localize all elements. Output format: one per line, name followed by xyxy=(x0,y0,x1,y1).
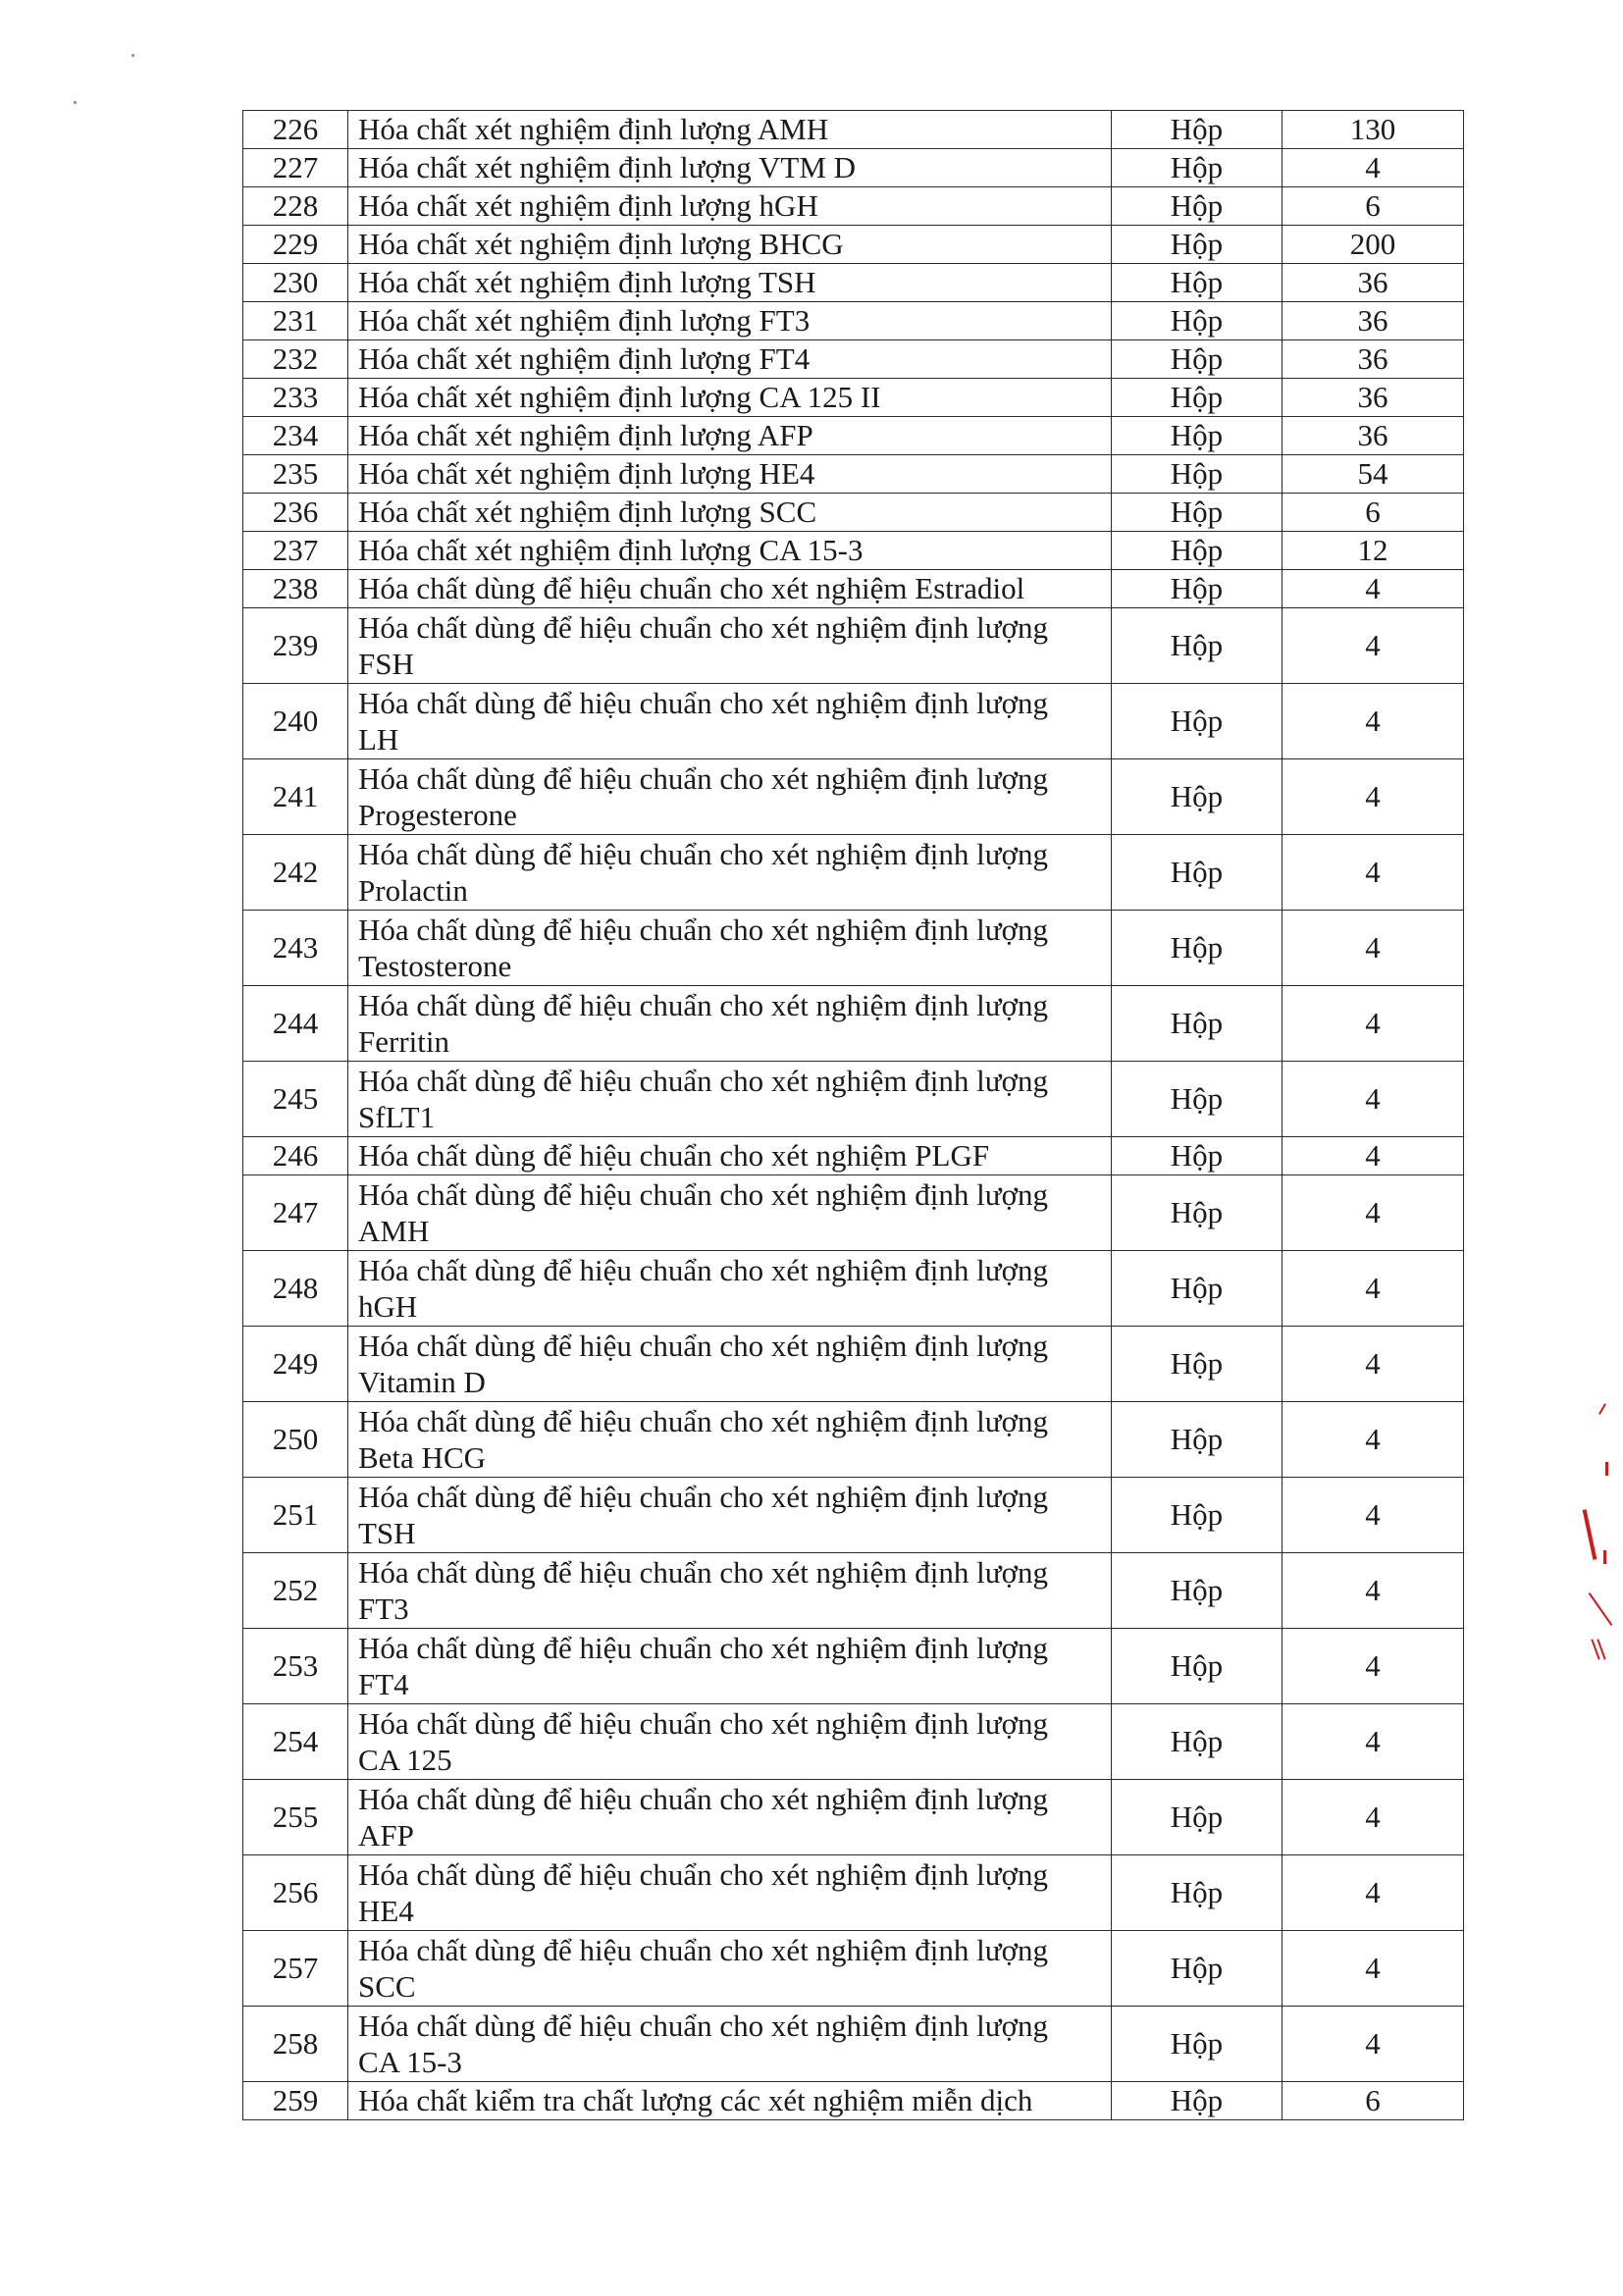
row-number: 249 xyxy=(243,1327,348,1402)
table-row xyxy=(243,570,1464,608)
item-unit: Hộp xyxy=(1112,264,1283,302)
table-row xyxy=(243,759,1464,835)
item-unit: Hộp xyxy=(1112,759,1283,835)
item-quantity: 130 xyxy=(1283,111,1464,149)
item-name-line: hGH xyxy=(358,1289,418,1324)
item-name-line: Hóa chất xét nghiệm định lượng AMH xyxy=(358,112,829,146)
item-unit: Hộp xyxy=(1112,1175,1283,1251)
row-number: 245 xyxy=(243,1062,348,1137)
item-quantity: 4 xyxy=(1283,1780,1464,1855)
table-row xyxy=(243,417,1464,455)
row-number: 254 xyxy=(243,1704,348,1780)
item-quantity: 4 xyxy=(1283,1855,1464,1931)
table-row xyxy=(243,2082,1464,2120)
item-name-line: Prolactin xyxy=(358,873,468,908)
table-row xyxy=(243,835,1464,911)
supplies-table xyxy=(242,110,1464,2120)
item-name-line: FT4 xyxy=(358,1667,409,1701)
item-unit: Hộp xyxy=(1112,835,1283,911)
item-unit: Hộp xyxy=(1112,570,1283,608)
row-number: 244 xyxy=(243,986,348,1062)
item-name-line: Hóa chất dùng để hiệu chuẩn cho xét nghiệm định lượng xyxy=(358,1706,1048,1741)
item-quantity: 6 xyxy=(1283,2082,1464,2120)
item-quantity: 4 xyxy=(1283,570,1464,608)
item-name-line: Hóa chất dùng để hiệu chuẩn cho xét nghiệm định lượng xyxy=(358,610,1048,645)
item-unit: Hộp xyxy=(1112,1402,1283,1478)
item-name-line: Hóa chất dùng để hiệu chuẩn cho xét nghiệm PLGF xyxy=(358,1138,990,1173)
item-name-line: Hóa chất xét nghiệm định lượng CA 15-3 xyxy=(358,533,864,567)
item-name-line: Hóa chất dùng để hiệu chuẩn cho xét nghiệm định lượng xyxy=(358,1404,1048,1438)
table-row xyxy=(243,608,1464,684)
item-name xyxy=(348,1553,1112,1629)
item-name-line: Hóa chất xét nghiệm định lượng VTM D xyxy=(358,150,857,184)
table-row xyxy=(243,1855,1464,1931)
table-row xyxy=(243,1478,1464,1553)
item-quantity: 4 xyxy=(1283,1251,1464,1327)
item-quantity: 36 xyxy=(1283,379,1464,417)
item-name xyxy=(348,379,1112,417)
item-name-line: Hóa chất xét nghiệm định lượng HE4 xyxy=(358,456,815,491)
item-quantity: 4 xyxy=(1283,1704,1464,1780)
table-row xyxy=(243,1704,1464,1780)
item-name-line: FSH xyxy=(358,647,414,681)
table-row xyxy=(243,986,1464,1062)
table-row xyxy=(243,226,1464,264)
row-number: 241 xyxy=(243,759,348,835)
item-name-line: Vitamin D xyxy=(358,1365,486,1399)
table-row xyxy=(243,1327,1464,1402)
item-quantity: 4 xyxy=(1283,149,1464,187)
item-unit: Hộp xyxy=(1112,1251,1283,1327)
item-unit: Hộp xyxy=(1112,187,1283,226)
item-name xyxy=(348,417,1112,455)
item-name-line: CA 15-3 xyxy=(358,2045,462,2079)
table-row xyxy=(243,455,1464,494)
row-number: 230 xyxy=(243,264,348,302)
item-name-line: Hóa chất dùng để hiệu chuẩn cho xét nghiệm định lượng xyxy=(358,837,1048,871)
table-row xyxy=(243,1062,1464,1137)
item-quantity: 4 xyxy=(1283,1553,1464,1629)
item-quantity: 200 xyxy=(1283,226,1464,264)
item-name-line: Hóa chất dùng để hiệu chuẩn cho xét nghiệm định lượng xyxy=(358,1253,1048,1287)
row-number: 234 xyxy=(243,417,348,455)
row-number: 246 xyxy=(243,1137,348,1175)
item-name-line: LH xyxy=(358,722,399,757)
row-number: 228 xyxy=(243,187,348,226)
item-unit: Hộp xyxy=(1112,608,1283,684)
item-name xyxy=(348,684,1112,759)
item-unit: Hộp xyxy=(1112,1137,1283,1175)
table-row xyxy=(243,379,1464,417)
item-name-line: Hóa chất xét nghiệm định lượng FT4 xyxy=(358,341,811,376)
item-unit: Hộp xyxy=(1112,1062,1283,1137)
item-name-line: TSH xyxy=(358,1516,416,1550)
item-quantity: 4 xyxy=(1283,608,1464,684)
row-number: 240 xyxy=(243,684,348,759)
item-name-line: Hóa chất kiểm tra chất lượng các xét nghiệm miễn dịch xyxy=(358,2083,1033,2117)
row-number: 239 xyxy=(243,608,348,684)
item-name-line: AFP xyxy=(358,1818,414,1852)
item-name-line: Testosterone xyxy=(358,949,512,983)
item-name-line: Hóa chất xét nghiệm định lượng FT3 xyxy=(358,303,811,338)
item-quantity: 12 xyxy=(1283,532,1464,570)
row-number: 242 xyxy=(243,835,348,911)
item-name xyxy=(348,608,1112,684)
item-quantity: 36 xyxy=(1283,264,1464,302)
table-row xyxy=(243,2007,1464,2082)
item-name xyxy=(348,111,1112,149)
item-unit: Hộp xyxy=(1112,1931,1283,2007)
table-row xyxy=(243,149,1464,187)
item-quantity: 4 xyxy=(1283,835,1464,911)
item-unit: Hộp xyxy=(1112,1553,1283,1629)
item-unit: Hộp xyxy=(1112,1327,1283,1402)
item-unit: Hộp xyxy=(1112,149,1283,187)
item-unit: Hộp xyxy=(1112,1855,1283,1931)
row-number: 259 xyxy=(243,2082,348,2120)
item-quantity: 36 xyxy=(1283,340,1464,379)
table-row xyxy=(243,494,1464,532)
item-name-line: Hóa chất dùng để hiệu chuẩn cho xét nghiệm định lượng xyxy=(358,1857,1048,1892)
scan-speck xyxy=(131,54,134,57)
item-unit: Hộp xyxy=(1112,340,1283,379)
item-quantity: 6 xyxy=(1283,494,1464,532)
row-number: 233 xyxy=(243,379,348,417)
item-name xyxy=(348,570,1112,608)
item-name-line: AMH xyxy=(358,1214,430,1248)
item-name xyxy=(348,911,1112,986)
item-quantity: 4 xyxy=(1283,1402,1464,1478)
item-unit: Hộp xyxy=(1112,302,1283,340)
item-unit: Hộp xyxy=(1112,2007,1283,2082)
table-row xyxy=(243,264,1464,302)
item-unit: Hộp xyxy=(1112,494,1283,532)
item-unit: Hộp xyxy=(1112,1478,1283,1553)
item-name xyxy=(348,1780,1112,1855)
row-number: 256 xyxy=(243,1855,348,1931)
row-number: 238 xyxy=(243,570,348,608)
table-row xyxy=(243,1553,1464,1629)
item-name xyxy=(348,1251,1112,1327)
item-quantity: 4 xyxy=(1283,1062,1464,1137)
item-name-line: Hóa chất xét nghiệm định lượng TSH xyxy=(358,265,816,299)
table-row xyxy=(243,1402,1464,1478)
item-quantity: 4 xyxy=(1283,986,1464,1062)
item-name-line: Hóa chất dùng để hiệu chuẩn cho xét nghiệm định lượng xyxy=(358,1480,1048,1514)
item-unit: Hộp xyxy=(1112,379,1283,417)
row-number: 236 xyxy=(243,494,348,532)
item-unit: Hộp xyxy=(1112,1704,1283,1780)
item-name-line: Hóa chất dùng để hiệu chuẩn cho xét nghiệm định lượng xyxy=(358,1177,1048,1212)
table-row xyxy=(243,302,1464,340)
table-row xyxy=(243,1629,1464,1704)
item-name-line: SCC xyxy=(358,1969,416,2004)
supplies-table-body xyxy=(243,111,1464,2120)
row-number: 251 xyxy=(243,1478,348,1553)
item-quantity: 4 xyxy=(1283,911,1464,986)
item-name-line: Hóa chất dùng để hiệu chuẩn cho xét nghiệm định lượng xyxy=(358,1555,1048,1590)
item-unit: Hộp xyxy=(1112,226,1283,264)
item-name-line: Ferritin xyxy=(358,1024,449,1059)
item-name xyxy=(348,1175,1112,1251)
item-name xyxy=(348,986,1112,1062)
item-name-line: Hóa chất dùng để hiệu chuẩn cho xét nghiệm định lượng xyxy=(358,1631,1048,1665)
item-unit: Hộp xyxy=(1112,1629,1283,1704)
item-name-line: SfLT1 xyxy=(358,1100,436,1134)
item-unit: Hộp xyxy=(1112,986,1283,1062)
item-quantity: 36 xyxy=(1283,417,1464,455)
item-name-line: Hóa chất dùng để hiệu chuẩn cho xét nghiệm Estradiol xyxy=(358,571,1025,605)
table-row xyxy=(243,684,1464,759)
table-row xyxy=(243,911,1464,986)
item-unit: Hộp xyxy=(1112,684,1283,759)
row-number: 253 xyxy=(243,1629,348,1704)
row-number: 250 xyxy=(243,1402,348,1478)
item-name xyxy=(348,455,1112,494)
item-name xyxy=(348,1402,1112,1478)
item-name-line: CA 125 xyxy=(358,1743,452,1777)
item-name-line: Hóa chất dùng để hiệu chuẩn cho xét nghiệm định lượng xyxy=(358,1064,1048,1098)
item-unit: Hộp xyxy=(1112,911,1283,986)
item-name-line: Hóa chất xét nghiệm định lượng AFP xyxy=(358,418,813,452)
table-row xyxy=(243,532,1464,570)
table-row xyxy=(243,340,1464,379)
item-name-line: Hóa chất dùng để hiệu chuẩn cho xét nghiệm định lượng xyxy=(358,761,1048,796)
row-number: 235 xyxy=(243,455,348,494)
item-quantity: 36 xyxy=(1283,302,1464,340)
row-number: 258 xyxy=(243,2007,348,2082)
item-quantity: 54 xyxy=(1283,455,1464,494)
item-name-line: FT3 xyxy=(358,1592,409,1626)
row-number: 232 xyxy=(243,340,348,379)
item-unit: Hộp xyxy=(1112,417,1283,455)
item-quantity: 4 xyxy=(1283,1175,1464,1251)
item-name xyxy=(348,1629,1112,1704)
item-name xyxy=(348,835,1112,911)
item-name xyxy=(348,1062,1112,1137)
item-quantity: 4 xyxy=(1283,1137,1464,1175)
item-name xyxy=(348,187,1112,226)
table-row xyxy=(243,1931,1464,2007)
item-name-line: Hóa chất dùng để hiệu chuẩn cho xét nghiệm định lượng xyxy=(358,913,1048,947)
item-name-line: Hóa chất xét nghiệm định lượng hGH xyxy=(358,188,818,223)
item-name xyxy=(348,1137,1112,1175)
scan-speck xyxy=(74,101,77,104)
row-number: 237 xyxy=(243,532,348,570)
item-name xyxy=(348,1855,1112,1931)
item-quantity: 4 xyxy=(1283,2007,1464,2082)
item-quantity: 4 xyxy=(1283,1327,1464,1402)
item-name xyxy=(348,302,1112,340)
item-unit: Hộp xyxy=(1112,2082,1283,2120)
item-unit: Hộp xyxy=(1112,455,1283,494)
item-unit: Hộp xyxy=(1112,1780,1283,1855)
row-number: 226 xyxy=(243,111,348,149)
table-row xyxy=(243,1137,1464,1175)
item-name xyxy=(348,226,1112,264)
item-name-line: Beta HCG xyxy=(358,1440,487,1475)
table-row xyxy=(243,187,1464,226)
row-number: 257 xyxy=(243,1931,348,2007)
item-name xyxy=(348,2082,1112,2120)
item-name xyxy=(348,494,1112,532)
item-quantity: 4 xyxy=(1283,1931,1464,2007)
item-name-line: Hóa chất xét nghiệm định lượng BHCG xyxy=(358,227,844,261)
item-name-line: Hóa chất xét nghiệm định lượng SCC xyxy=(358,495,817,529)
item-name-line: Hóa chất dùng để hiệu chuẩn cho xét nghiệm định lượng xyxy=(358,686,1048,720)
item-name xyxy=(348,1704,1112,1780)
item-quantity: 4 xyxy=(1283,684,1464,759)
item-name-line: Progesterone xyxy=(358,798,517,832)
table-row xyxy=(243,1175,1464,1251)
item-name-line: Hóa chất dùng để hiệu chuẩn cho xét nghiệm định lượng xyxy=(358,2009,1048,2043)
row-number: 255 xyxy=(243,1780,348,1855)
item-name xyxy=(348,1327,1112,1402)
item-name-line: Hóa chất dùng để hiệu chuẩn cho xét nghiệm định lượng xyxy=(358,1329,1048,1363)
table-row xyxy=(243,111,1464,149)
item-quantity: 4 xyxy=(1283,1478,1464,1553)
item-name-line: HE4 xyxy=(358,1894,414,1928)
row-number: 243 xyxy=(243,911,348,986)
item-unit: Hộp xyxy=(1112,532,1283,570)
table-row xyxy=(243,1251,1464,1327)
item-name xyxy=(348,1478,1112,1553)
item-name-line: Hóa chất xét nghiệm định lượng CA 125 II xyxy=(358,380,881,414)
item-name xyxy=(348,2007,1112,2082)
item-name xyxy=(348,264,1112,302)
item-name xyxy=(348,1931,1112,2007)
item-name xyxy=(348,759,1112,835)
row-number: 252 xyxy=(243,1553,348,1629)
table-row xyxy=(243,1780,1464,1855)
row-number: 231 xyxy=(243,302,348,340)
item-quantity: 6 xyxy=(1283,187,1464,226)
item-quantity: 4 xyxy=(1283,759,1464,835)
row-number: 248 xyxy=(243,1251,348,1327)
item-name-line: Hóa chất dùng để hiệu chuẩn cho xét nghiệm định lượng xyxy=(358,1933,1048,1967)
item-unit: Hộp xyxy=(1112,111,1283,149)
row-number: 227 xyxy=(243,149,348,187)
row-number: 247 xyxy=(243,1175,348,1251)
item-name xyxy=(348,340,1112,379)
item-name xyxy=(348,532,1112,570)
item-name-line: Hóa chất dùng để hiệu chuẩn cho xét nghiệm định lượng xyxy=(358,1782,1048,1816)
row-number: 229 xyxy=(243,226,348,264)
item-quantity: 4 xyxy=(1283,1629,1464,1704)
item-name-line: Hóa chất dùng để hiệu chuẩn cho xét nghiệm định lượng xyxy=(358,988,1048,1022)
item-name xyxy=(348,149,1112,187)
